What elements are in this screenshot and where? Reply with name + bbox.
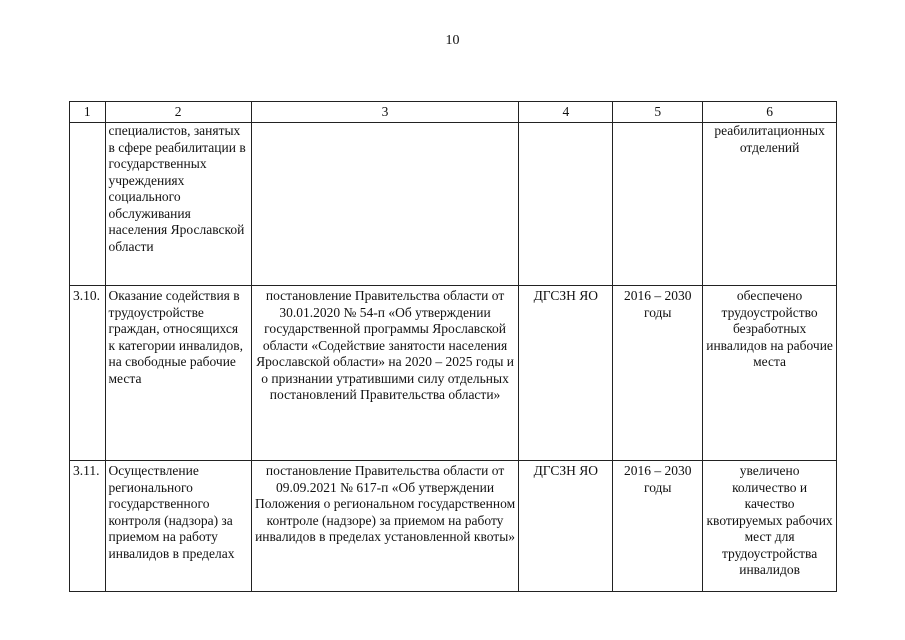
measures-table	[69, 101, 837, 592]
legal-document: постановление Правительства области от 09.09.2021 № 617-п «Об утверждении Положения о региональном государственном контроле (надзоре) за приемом на работу инвалидов в пределах установленной квоты»	[251, 461, 519, 592]
table-row	[70, 123, 837, 286]
table-row	[70, 286, 837, 461]
column-header-2: 2	[105, 102, 251, 123]
period: 2016 – 2030 годы	[613, 461, 703, 592]
period: 2016 – 2030 годы	[613, 286, 703, 461]
column-header-5: 5	[613, 102, 703, 123]
row-number	[70, 123, 106, 286]
column-header-1: 1	[70, 102, 106, 123]
period	[613, 123, 703, 286]
header-row	[70, 102, 837, 123]
measure-name: Оказание содействия в трудоустройстве граждан, относящихся к категории инвалидов, на свободные рабочие места	[105, 286, 251, 461]
legal-document: постановление Правительства области от 30.01.2020 № 54-п «Об утверждении государственной программы Ярославской области «Содействие занятости населения Ярославской области» на 2020 – 2025 годы и о признании утратившими силу отдельных постановлений Правительства области»	[251, 286, 519, 461]
column-header-3: 3	[251, 102, 519, 123]
expected-result: увеличено количество и качество квотируемых рабочих мест для трудоустройства инвалидов	[703, 461, 837, 592]
executor: ДГСЗН ЯО	[519, 286, 613, 461]
row-number: 3.10.	[70, 286, 106, 461]
legal-document	[251, 123, 519, 286]
page-number: 10	[445, 33, 460, 48]
measure-name: Осуществление регионального государственного контроля (надзора) за приемом на работу инвалидов в пределах	[105, 461, 251, 592]
expected-result: реабилитационных отделений	[703, 123, 837, 286]
column-header-4: 4	[519, 102, 613, 123]
executor	[519, 123, 613, 286]
expected-result: обеспечено трудоустройство безработных инвалидов на рабочие места	[703, 286, 837, 461]
table-row	[70, 461, 837, 592]
row-number: 3.11.	[70, 461, 106, 592]
column-header-6: 6	[703, 102, 837, 123]
executor: ДГСЗН ЯО	[519, 461, 613, 592]
measure-name: специалистов, занятых в сфере реабилитации в государственных учреждениях социального обслуживания населения Ярославской области	[105, 123, 251, 286]
